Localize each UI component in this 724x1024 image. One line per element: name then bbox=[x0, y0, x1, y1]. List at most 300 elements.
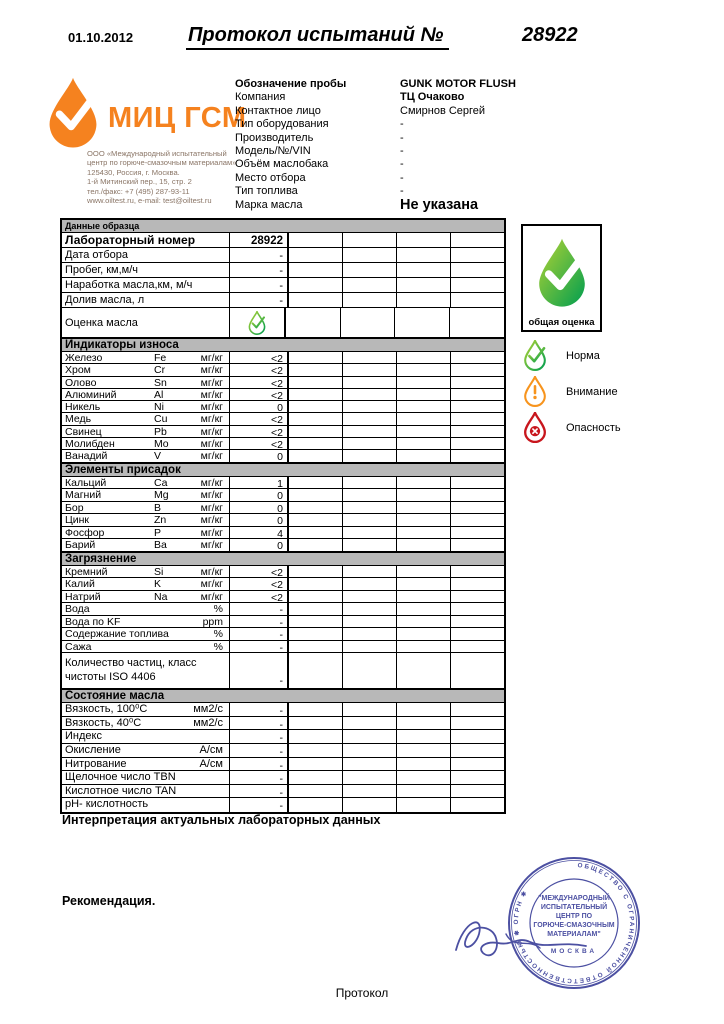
table-row bbox=[62, 703, 504, 717]
measured-value: - bbox=[279, 641, 283, 654]
empty-cell bbox=[397, 364, 451, 375]
sample-info-value: - bbox=[400, 144, 404, 157]
value-cell bbox=[230, 401, 289, 415]
empty-cell bbox=[451, 502, 504, 514]
value-cell bbox=[230, 364, 289, 378]
table-row bbox=[62, 413, 504, 425]
empty-cell bbox=[451, 438, 504, 449]
sample-info-label: Модель/№/VIN bbox=[235, 144, 311, 157]
drop-check-outline-icon bbox=[522, 340, 548, 371]
empty-cell bbox=[289, 278, 343, 292]
empty-cell bbox=[451, 413, 504, 424]
empty-cell bbox=[341, 308, 396, 337]
measured-value: <2 bbox=[271, 579, 283, 592]
element-symbol: Pb bbox=[154, 425, 167, 438]
empty-cell bbox=[397, 527, 451, 539]
empty-cell bbox=[397, 798, 451, 812]
empty-cell bbox=[397, 628, 451, 640]
parameter-label: Железо Fe мг/кг bbox=[62, 352, 230, 363]
empty-cell bbox=[397, 438, 451, 449]
empty-cell bbox=[343, 248, 397, 262]
empty-cell bbox=[289, 591, 343, 603]
sample-info-label: Тип оборудования bbox=[235, 118, 329, 131]
parameter-label: Щелочное число TBN bbox=[62, 771, 230, 784]
unit-label: А/см bbox=[199, 743, 223, 756]
measured-value: <2 bbox=[271, 389, 283, 402]
address-line: 1-й Митинский пер., 15, стр. 2 bbox=[87, 177, 192, 187]
measured-value: <2 bbox=[271, 566, 283, 579]
empty-cell bbox=[397, 352, 451, 363]
parameter-label: Калий K мг/кг bbox=[62, 578, 230, 590]
measured-value: 0 bbox=[277, 502, 283, 515]
empty-cell bbox=[289, 352, 343, 363]
table-row bbox=[62, 758, 504, 772]
table-row bbox=[62, 603, 504, 616]
parameter-label: Олово Sn мг/кг bbox=[62, 377, 230, 388]
parameter-label: Медь Cu мг/кг bbox=[62, 413, 230, 424]
unit-label: % bbox=[213, 603, 223, 616]
parameter-label: Магний Mg мг/кг bbox=[62, 489, 230, 501]
sample-info-value: Смирнов Сергей bbox=[400, 104, 486, 117]
empty-cell bbox=[397, 426, 451, 437]
parameter-label: Вода % bbox=[62, 603, 230, 615]
empty-cell bbox=[343, 616, 397, 628]
sample-info-row bbox=[235, 172, 535, 185]
value-cell bbox=[230, 293, 289, 307]
empty-cell bbox=[397, 566, 451, 578]
value-cell bbox=[230, 785, 289, 798]
measured-value: 0 bbox=[277, 402, 283, 415]
empty-cell bbox=[343, 591, 397, 603]
drop-check-outline-icon bbox=[247, 311, 267, 335]
table-row bbox=[62, 539, 504, 552]
empty-cell bbox=[289, 703, 343, 716]
empty-cell bbox=[397, 377, 451, 388]
unit-label: мг/кг bbox=[200, 376, 223, 389]
element-symbol: Ba bbox=[154, 539, 167, 552]
measured-value: <2 bbox=[271, 365, 283, 378]
section-header: Состояние масла bbox=[62, 689, 504, 703]
empty-cell bbox=[343, 477, 397, 489]
empty-cell bbox=[451, 603, 504, 615]
empty-cell bbox=[397, 248, 451, 262]
parameter-label: Кремний Si мг/кг bbox=[62, 566, 230, 578]
empty-cell bbox=[343, 377, 397, 388]
empty-cell bbox=[397, 293, 451, 307]
value-cell bbox=[230, 426, 289, 437]
empty-cell bbox=[343, 798, 397, 812]
empty-cell bbox=[397, 278, 451, 292]
empty-cell bbox=[289, 744, 343, 757]
value-cell bbox=[230, 758, 289, 771]
measured-value: <2 bbox=[271, 414, 283, 427]
parameter-label: Окисление А/см bbox=[62, 744, 230, 757]
empty-cell bbox=[451, 785, 504, 798]
measured-value: - bbox=[279, 745, 283, 758]
empty-cell bbox=[451, 578, 504, 590]
empty-cell bbox=[289, 527, 343, 539]
element-symbol: B bbox=[154, 501, 162, 514]
parameter-label: Цинк Zn мг/кг bbox=[62, 514, 230, 526]
empty-cell bbox=[289, 771, 343, 784]
empty-cell bbox=[397, 477, 451, 489]
measured-value: - bbox=[279, 616, 283, 629]
measured-value: - bbox=[279, 718, 283, 731]
empty-cell bbox=[343, 566, 397, 578]
empty-cell bbox=[343, 771, 397, 784]
empty-cell bbox=[451, 628, 504, 640]
empty-cell bbox=[286, 308, 341, 337]
value-cell bbox=[230, 489, 289, 501]
sample-info-row bbox=[235, 185, 535, 198]
table-row bbox=[62, 641, 504, 654]
element-symbol: Si bbox=[154, 565, 164, 578]
empty-cell bbox=[397, 730, 451, 743]
empty-cell bbox=[289, 438, 343, 449]
svg-text:ИСПЫТАТЕЛЬНЫЙ: ИСПЫТАТЕЛЬНЫЙ bbox=[540, 904, 608, 911]
table-row bbox=[62, 377, 504, 389]
empty-cell bbox=[451, 514, 504, 526]
parameter-label: pH- кислотность bbox=[62, 798, 230, 812]
unit-label: мг/кг bbox=[200, 489, 223, 502]
sample-info-row bbox=[235, 78, 535, 91]
unit-label: мг/кг bbox=[200, 526, 223, 539]
table-row bbox=[62, 426, 504, 438]
empty-cell bbox=[397, 758, 451, 771]
svg-text:ГОРЮЧЕ-СМАЗОЧНЫМ: ГОРЮЧЕ-СМАЗОЧНЫМ bbox=[533, 922, 615, 929]
parameter-label: Количество частиц, класс чистоты ISO 4406 bbox=[62, 653, 230, 688]
unit-label: мг/кг bbox=[200, 590, 223, 603]
measured-value: <2 bbox=[271, 353, 283, 365]
legend-label: Опасность bbox=[566, 421, 621, 434]
value-cell bbox=[230, 248, 289, 262]
value-cell bbox=[230, 591, 289, 603]
empty-cell bbox=[451, 641, 504, 653]
parameter-label: Вода по KF ppm bbox=[62, 616, 230, 628]
empty-cell bbox=[397, 489, 451, 501]
empty-cell bbox=[289, 758, 343, 771]
lab-address bbox=[87, 149, 247, 205]
value-cell bbox=[230, 703, 289, 716]
measured-value: - bbox=[279, 604, 283, 617]
value-cell bbox=[230, 744, 289, 757]
parameter-label: Фосфор P мг/кг bbox=[62, 527, 230, 539]
empty-cell bbox=[289, 401, 343, 412]
unit-label: мг/кг bbox=[200, 388, 223, 401]
value-cell bbox=[230, 438, 289, 452]
empty-cell bbox=[289, 248, 343, 262]
empty-cell bbox=[397, 771, 451, 784]
svg-text:МАТЕРИАЛАМ": МАТЕРИАЛАМ" bbox=[547, 931, 601, 938]
unit-label: мг/кг bbox=[200, 514, 223, 527]
empty-cell bbox=[343, 502, 397, 514]
legend-item bbox=[518, 376, 688, 407]
table-row bbox=[62, 233, 504, 248]
sample-info-value: - bbox=[400, 171, 404, 184]
lab-logo-text: МИЦ ГСМ bbox=[108, 102, 247, 134]
value-cell bbox=[230, 413, 289, 427]
overall-rating-box bbox=[521, 224, 602, 332]
unit-label: % bbox=[213, 628, 223, 641]
empty-cell bbox=[451, 364, 504, 375]
interpretation-heading: Интерпретация актуальных лабораторных данных bbox=[62, 813, 381, 827]
empty-cell bbox=[343, 489, 397, 501]
measured-value: <2 bbox=[271, 591, 283, 604]
empty-cell bbox=[397, 539, 451, 551]
measured-value: - bbox=[279, 705, 283, 718]
value-cell bbox=[230, 730, 289, 743]
empty-cell bbox=[395, 308, 450, 337]
empty-cell bbox=[397, 616, 451, 628]
measured-value: 0 bbox=[277, 490, 283, 503]
section-header: Данные образца bbox=[62, 220, 504, 233]
parameter-label: Лабораторный номер bbox=[62, 233, 230, 247]
empty-cell bbox=[289, 603, 343, 615]
empty-cell bbox=[343, 527, 397, 539]
table-row bbox=[62, 293, 504, 308]
empty-cell bbox=[343, 438, 397, 449]
parameter-label: Барий Ba мг/кг bbox=[62, 539, 230, 551]
lab-logo-drop-icon bbox=[42, 76, 104, 155]
empty-cell bbox=[397, 401, 451, 412]
element-symbol: Na bbox=[154, 590, 168, 603]
element-symbol: Ca bbox=[154, 476, 168, 489]
empty-cell bbox=[289, 377, 343, 388]
sample-info-value: Не указана bbox=[400, 196, 479, 213]
sample-info-value: - bbox=[400, 185, 404, 198]
unit-label: мг/кг bbox=[200, 438, 223, 451]
drop-check-gradient-icon bbox=[532, 237, 592, 309]
empty-cell bbox=[289, 628, 343, 640]
empty-cell bbox=[343, 758, 397, 771]
parameter-label: Содержание топлива % bbox=[62, 628, 230, 640]
table-row bbox=[62, 389, 504, 401]
overall-rating-label: общая оценка bbox=[528, 317, 595, 328]
unit-label: мм2/с bbox=[193, 703, 223, 716]
empty-cell bbox=[451, 401, 504, 412]
element-symbol: Fe bbox=[154, 352, 167, 364]
address-line: ООО «Международный испытательный bbox=[87, 149, 227, 158]
empty-cell bbox=[289, 233, 343, 247]
empty-cell bbox=[343, 641, 397, 653]
empty-cell bbox=[343, 514, 397, 526]
table-row bbox=[62, 278, 504, 293]
footer-label: Протокол bbox=[335, 986, 389, 1000]
table-row bbox=[62, 308, 504, 338]
sample-info-value: - bbox=[400, 131, 404, 144]
svg-text:"МЕЖДУНАРОДНЫЙ: "МЕЖДУНАРОДНЫЙ bbox=[538, 895, 610, 902]
empty-cell bbox=[289, 389, 343, 400]
measured-value: - bbox=[279, 675, 283, 688]
element-symbol: Zn bbox=[154, 514, 167, 527]
value-cell bbox=[230, 603, 289, 615]
measured-value: - bbox=[279, 732, 283, 745]
empty-cell bbox=[451, 389, 504, 400]
empty-cell bbox=[451, 489, 504, 501]
empty-cell bbox=[343, 278, 397, 292]
empty-cell bbox=[397, 413, 451, 424]
empty-cell bbox=[451, 539, 504, 551]
empty-cell bbox=[289, 566, 343, 578]
svg-text:ЦЕНТР ПО: ЦЕНТР ПО bbox=[555, 913, 593, 920]
empty-cell bbox=[289, 450, 343, 461]
sample-info bbox=[235, 78, 535, 212]
value-cell bbox=[230, 616, 289, 628]
measured-value: - bbox=[279, 800, 283, 813]
element-symbol: Mg bbox=[154, 489, 169, 502]
sample-info-value: - bbox=[400, 158, 404, 171]
empty-cell bbox=[451, 771, 504, 784]
empty-cell bbox=[289, 263, 343, 277]
unit-label: мг/кг bbox=[200, 401, 223, 414]
sample-info-row bbox=[235, 105, 535, 118]
empty-cell bbox=[343, 539, 397, 551]
value-cell bbox=[230, 578, 289, 590]
value-cell bbox=[230, 771, 289, 784]
measured-value: 0 bbox=[277, 451, 283, 464]
measured-value: <2 bbox=[271, 439, 283, 452]
table-row bbox=[62, 578, 504, 591]
empty-cell bbox=[397, 653, 451, 688]
table-row bbox=[62, 771, 504, 785]
value-cell bbox=[230, 389, 289, 400]
parameter-label: Никель Ni мг/кг bbox=[62, 401, 230, 412]
empty-cell bbox=[289, 477, 343, 489]
empty-cell bbox=[397, 450, 451, 461]
unit-label: мм2/с bbox=[193, 716, 223, 729]
rating-legend bbox=[518, 340, 688, 448]
empty-cell bbox=[289, 489, 343, 501]
empty-cell bbox=[289, 785, 343, 798]
table-row bbox=[62, 730, 504, 744]
empty-cell bbox=[289, 653, 343, 688]
element-symbol: V bbox=[154, 450, 162, 463]
parameter-label: Вязкость, 40⁰С мм2/с bbox=[62, 717, 230, 730]
parameter-label: Кальций Ca мг/кг bbox=[62, 477, 230, 489]
measured-value: - bbox=[279, 265, 283, 277]
empty-cell bbox=[343, 578, 397, 590]
empty-cell bbox=[451, 798, 504, 812]
value-cell bbox=[230, 278, 289, 292]
legend-label: Внимание bbox=[566, 385, 618, 398]
parameter-label: Алюминий Al мг/кг bbox=[62, 389, 230, 400]
table-row bbox=[62, 566, 504, 579]
measured-value: 4 bbox=[277, 527, 283, 540]
unit-label: мг/кг bbox=[200, 425, 223, 438]
empty-cell bbox=[451, 566, 504, 578]
measured-value: <2 bbox=[271, 377, 283, 390]
value-cell bbox=[230, 653, 289, 688]
parameter-label: Долив масла, л bbox=[62, 293, 230, 307]
empty-cell bbox=[343, 785, 397, 798]
sample-info-label: Производитель bbox=[235, 131, 314, 144]
empty-cell bbox=[397, 502, 451, 514]
results-table bbox=[60, 218, 506, 814]
empty-cell bbox=[343, 653, 397, 688]
empty-cell bbox=[451, 527, 504, 539]
empty-cell bbox=[450, 308, 504, 337]
table-row bbox=[62, 798, 504, 812]
parameter-label: Сажа % bbox=[62, 641, 230, 653]
table-row bbox=[62, 744, 504, 758]
empty-cell bbox=[397, 744, 451, 757]
parameter-label: Свинец Pb мг/кг bbox=[62, 426, 230, 437]
empty-cell bbox=[343, 293, 397, 307]
parameter-label: Индекс bbox=[62, 730, 230, 743]
element-symbol: Sn bbox=[154, 376, 167, 389]
report-date: 01.10.2012 bbox=[68, 30, 134, 45]
element-symbol: Al bbox=[154, 388, 164, 401]
unit-label: мг/кг bbox=[200, 501, 223, 514]
legend-item bbox=[518, 340, 688, 371]
element-symbol: P bbox=[154, 526, 162, 539]
empty-cell bbox=[397, 641, 451, 653]
measured-value: 28922 bbox=[251, 235, 283, 247]
table-row bbox=[62, 352, 504, 364]
empty-cell bbox=[451, 293, 504, 307]
parameter-label: Молибден Mo мг/кг bbox=[62, 438, 230, 449]
empty-cell bbox=[289, 413, 343, 424]
measured-value: <2 bbox=[271, 426, 283, 439]
unit-label: мг/кг bbox=[200, 476, 223, 489]
address-line: тел./факс: +7 (495) 287-93-11 bbox=[87, 186, 190, 196]
drop-x-icon bbox=[522, 412, 548, 443]
sample-info-value: GUNK MOTOR FLUSH bbox=[400, 78, 516, 90]
unit-label: ppm bbox=[202, 615, 223, 628]
empty-cell bbox=[451, 352, 504, 363]
empty-cell bbox=[397, 263, 451, 277]
sample-info-value: - bbox=[400, 118, 404, 131]
svg-text:ОБЩЕСТВО С ОГРАНИЧЕННОЙ ОТВЕТС: ОБЩЕСТВО С ОГРАНИЧЕННОЙ ОТВЕТСТВЕННОСТЬЮ ✱ ОГРН ✱ bbox=[512, 862, 636, 985]
element-symbol: Mo bbox=[154, 438, 169, 451]
element-symbol: K bbox=[154, 578, 162, 591]
empty-cell bbox=[397, 785, 451, 798]
sample-info-row bbox=[235, 145, 535, 158]
measured-value: 0 bbox=[277, 515, 283, 528]
measured-value: 1 bbox=[277, 477, 283, 490]
legend-label: Норма bbox=[566, 349, 600, 362]
table-row bbox=[62, 514, 504, 527]
value-cell bbox=[230, 502, 289, 514]
parameter-label: Натрий Na мг/кг bbox=[62, 591, 230, 603]
table-row bbox=[62, 489, 504, 502]
empty-cell bbox=[451, 616, 504, 628]
table-row bbox=[62, 785, 504, 799]
empty-cell bbox=[289, 641, 343, 653]
value-cell bbox=[230, 566, 289, 578]
table-row bbox=[62, 502, 504, 515]
measured-value: - bbox=[279, 759, 283, 772]
table-row bbox=[62, 401, 504, 413]
empty-cell bbox=[397, 389, 451, 400]
value-cell bbox=[230, 798, 289, 812]
value-cell bbox=[230, 450, 289, 464]
parameter-label: Дата отбора bbox=[62, 248, 230, 262]
value-cell bbox=[230, 263, 289, 277]
empty-cell bbox=[343, 413, 397, 424]
empty-cell bbox=[289, 364, 343, 375]
sample-info-label: Марка масла bbox=[235, 198, 303, 211]
empty-cell bbox=[289, 717, 343, 730]
empty-cell bbox=[397, 717, 451, 730]
sample-info-row bbox=[235, 91, 535, 104]
value-cell bbox=[230, 628, 289, 640]
address-line: центр по горюче-смазочным материалам» bbox=[87, 158, 237, 168]
empty-cell bbox=[451, 744, 504, 757]
legend-item bbox=[518, 412, 688, 443]
value-cell bbox=[230, 514, 289, 526]
unit-label: мг/кг bbox=[200, 364, 223, 377]
